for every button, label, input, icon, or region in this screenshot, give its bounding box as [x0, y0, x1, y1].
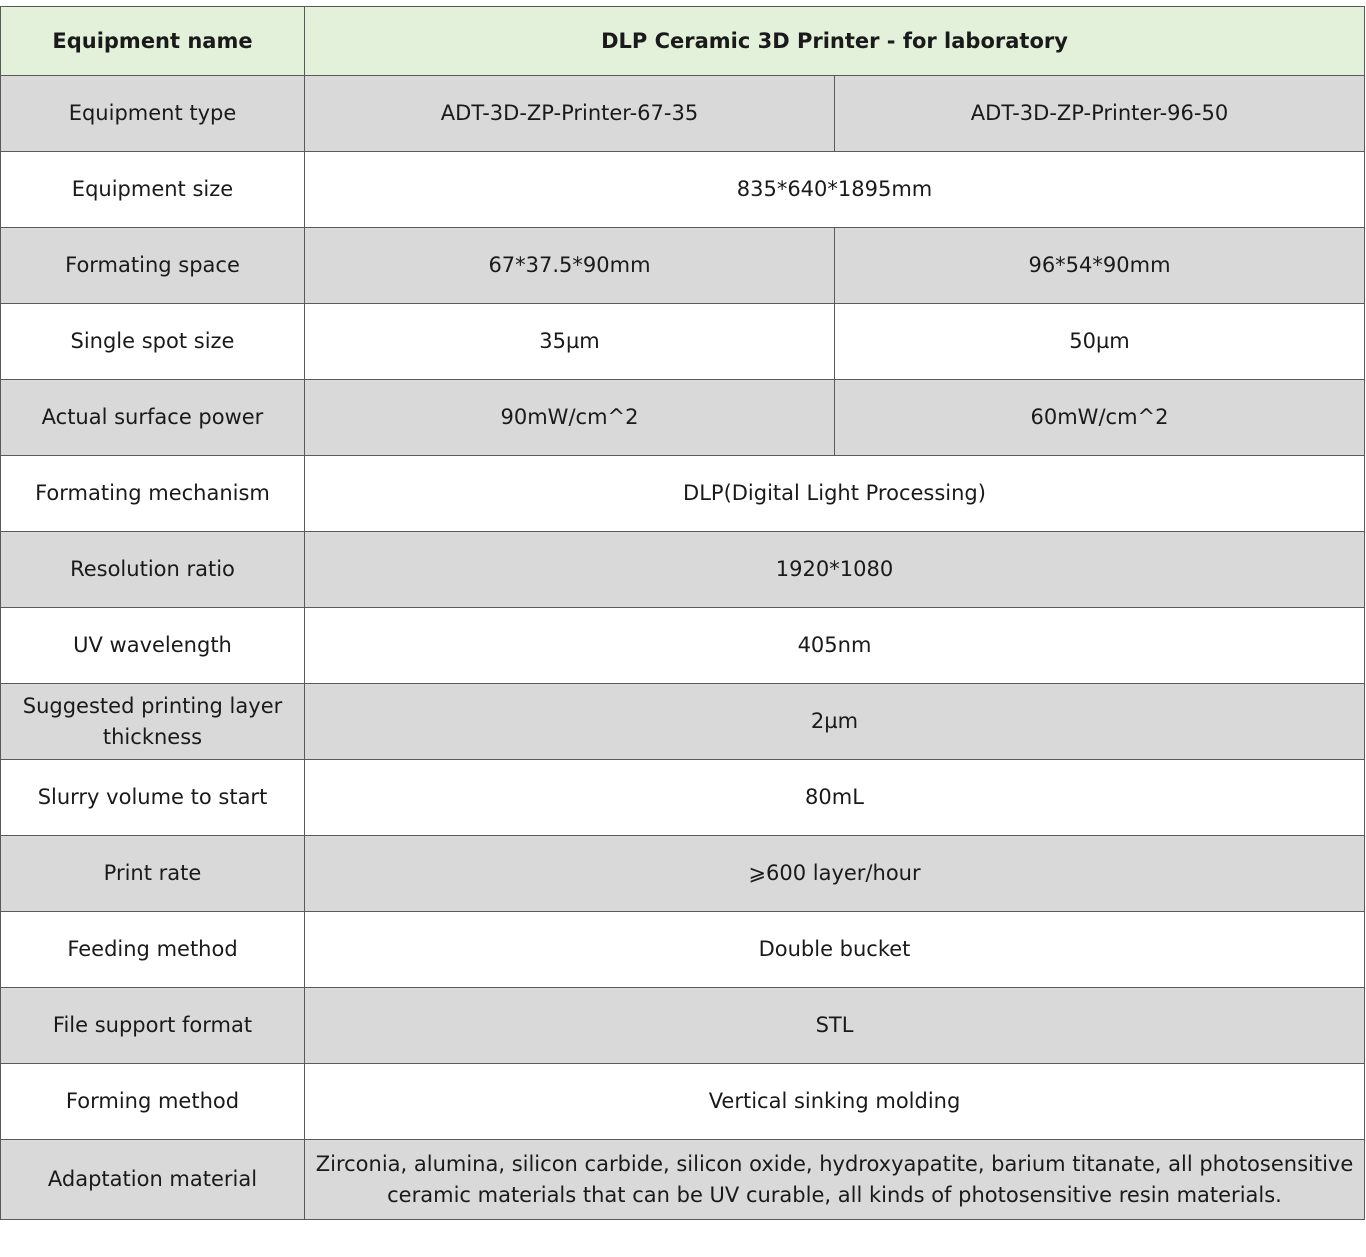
row-label-cell: UV wavelength — [1, 608, 305, 684]
row-label-cell: File support format — [1, 988, 305, 1064]
table-row — [1, 152, 1365, 228]
table-row — [1, 1064, 1365, 1140]
row-label-cell: Single spot size — [1, 304, 305, 380]
row-value-cell-model-67-35: ADT-3D-ZP-Printer-67-35 — [305, 76, 835, 152]
table-row — [1, 228, 1365, 304]
row-label-cell: Feeding method — [1, 912, 305, 988]
row-value-cell-model-67-35: 90mW/cm^2 — [305, 380, 835, 456]
row-value-cell-model-96-50: ADT-3D-ZP-Printer-96-50 — [835, 76, 1365, 152]
row-value-cell: 1920*1080 — [305, 532, 1365, 608]
row-value-cell: Zirconia, alumina, silicon carbide, silicon oxide, hydroxyapatite, barium titanate, all photosensitive ceramic materials that can be UV curable, all kinds of photosensitive resin materials. — [305, 1140, 1365, 1220]
row-value-cell-model-96-50: 60mW/cm^2 — [835, 380, 1365, 456]
row-label-cell: Forming method — [1, 1064, 305, 1140]
table-row — [1, 988, 1365, 1064]
row-value-cell: ⩾600 layer/hour — [305, 836, 1365, 912]
row-value-cell: Double bucket — [305, 912, 1365, 988]
row-value-cell: DLP(Digital Light Processing) — [305, 456, 1365, 532]
row-label-cell: Formating space — [1, 228, 305, 304]
table-row — [1, 304, 1365, 380]
row-value-cell: 835*640*1895mm — [305, 152, 1365, 228]
row-value-cell-model-96-50: 50µm — [835, 304, 1365, 380]
table-row — [1, 608, 1365, 684]
row-label-cell: Actual surface power — [1, 380, 305, 456]
row-value-cell: STL — [305, 988, 1365, 1064]
spec-table-body — [1, 7, 1365, 1220]
spec-table — [0, 6, 1365, 1220]
row-label-cell: Suggested printing layer thickness — [1, 684, 305, 760]
row-value-cell-model-67-35: 35µm — [305, 304, 835, 380]
table-row — [1, 760, 1365, 836]
table-row — [1, 380, 1365, 456]
table-header-row — [1, 7, 1365, 76]
table-row — [1, 76, 1365, 152]
header-label-cell: Equipment name — [1, 7, 305, 76]
row-label-cell: Slurry volume to start — [1, 760, 305, 836]
row-label-cell: Formating mechanism — [1, 456, 305, 532]
header-value-cell: DLP Ceramic 3D Printer - for laboratory — [305, 7, 1365, 76]
row-value-cell: 405nm — [305, 608, 1365, 684]
table-row — [1, 1140, 1365, 1220]
row-value-cell-model-67-35: 67*37.5*90mm — [305, 228, 835, 304]
row-value-cell: 80mL — [305, 760, 1365, 836]
row-label-cell: Adaptation material — [1, 1140, 305, 1220]
row-value-cell-model-96-50: 96*54*90mm — [835, 228, 1365, 304]
table-row — [1, 836, 1365, 912]
table-row — [1, 532, 1365, 608]
table-row — [1, 912, 1365, 988]
row-label-cell: Print rate — [1, 836, 305, 912]
row-label-cell: Equipment size — [1, 152, 305, 228]
row-value-cell: Vertical sinking molding — [305, 1064, 1365, 1140]
row-label-cell: Equipment type — [1, 76, 305, 152]
row-label-cell: Resolution ratio — [1, 532, 305, 608]
row-value-cell: 2µm — [305, 684, 1365, 760]
table-row — [1, 684, 1365, 760]
table-row — [1, 456, 1365, 532]
